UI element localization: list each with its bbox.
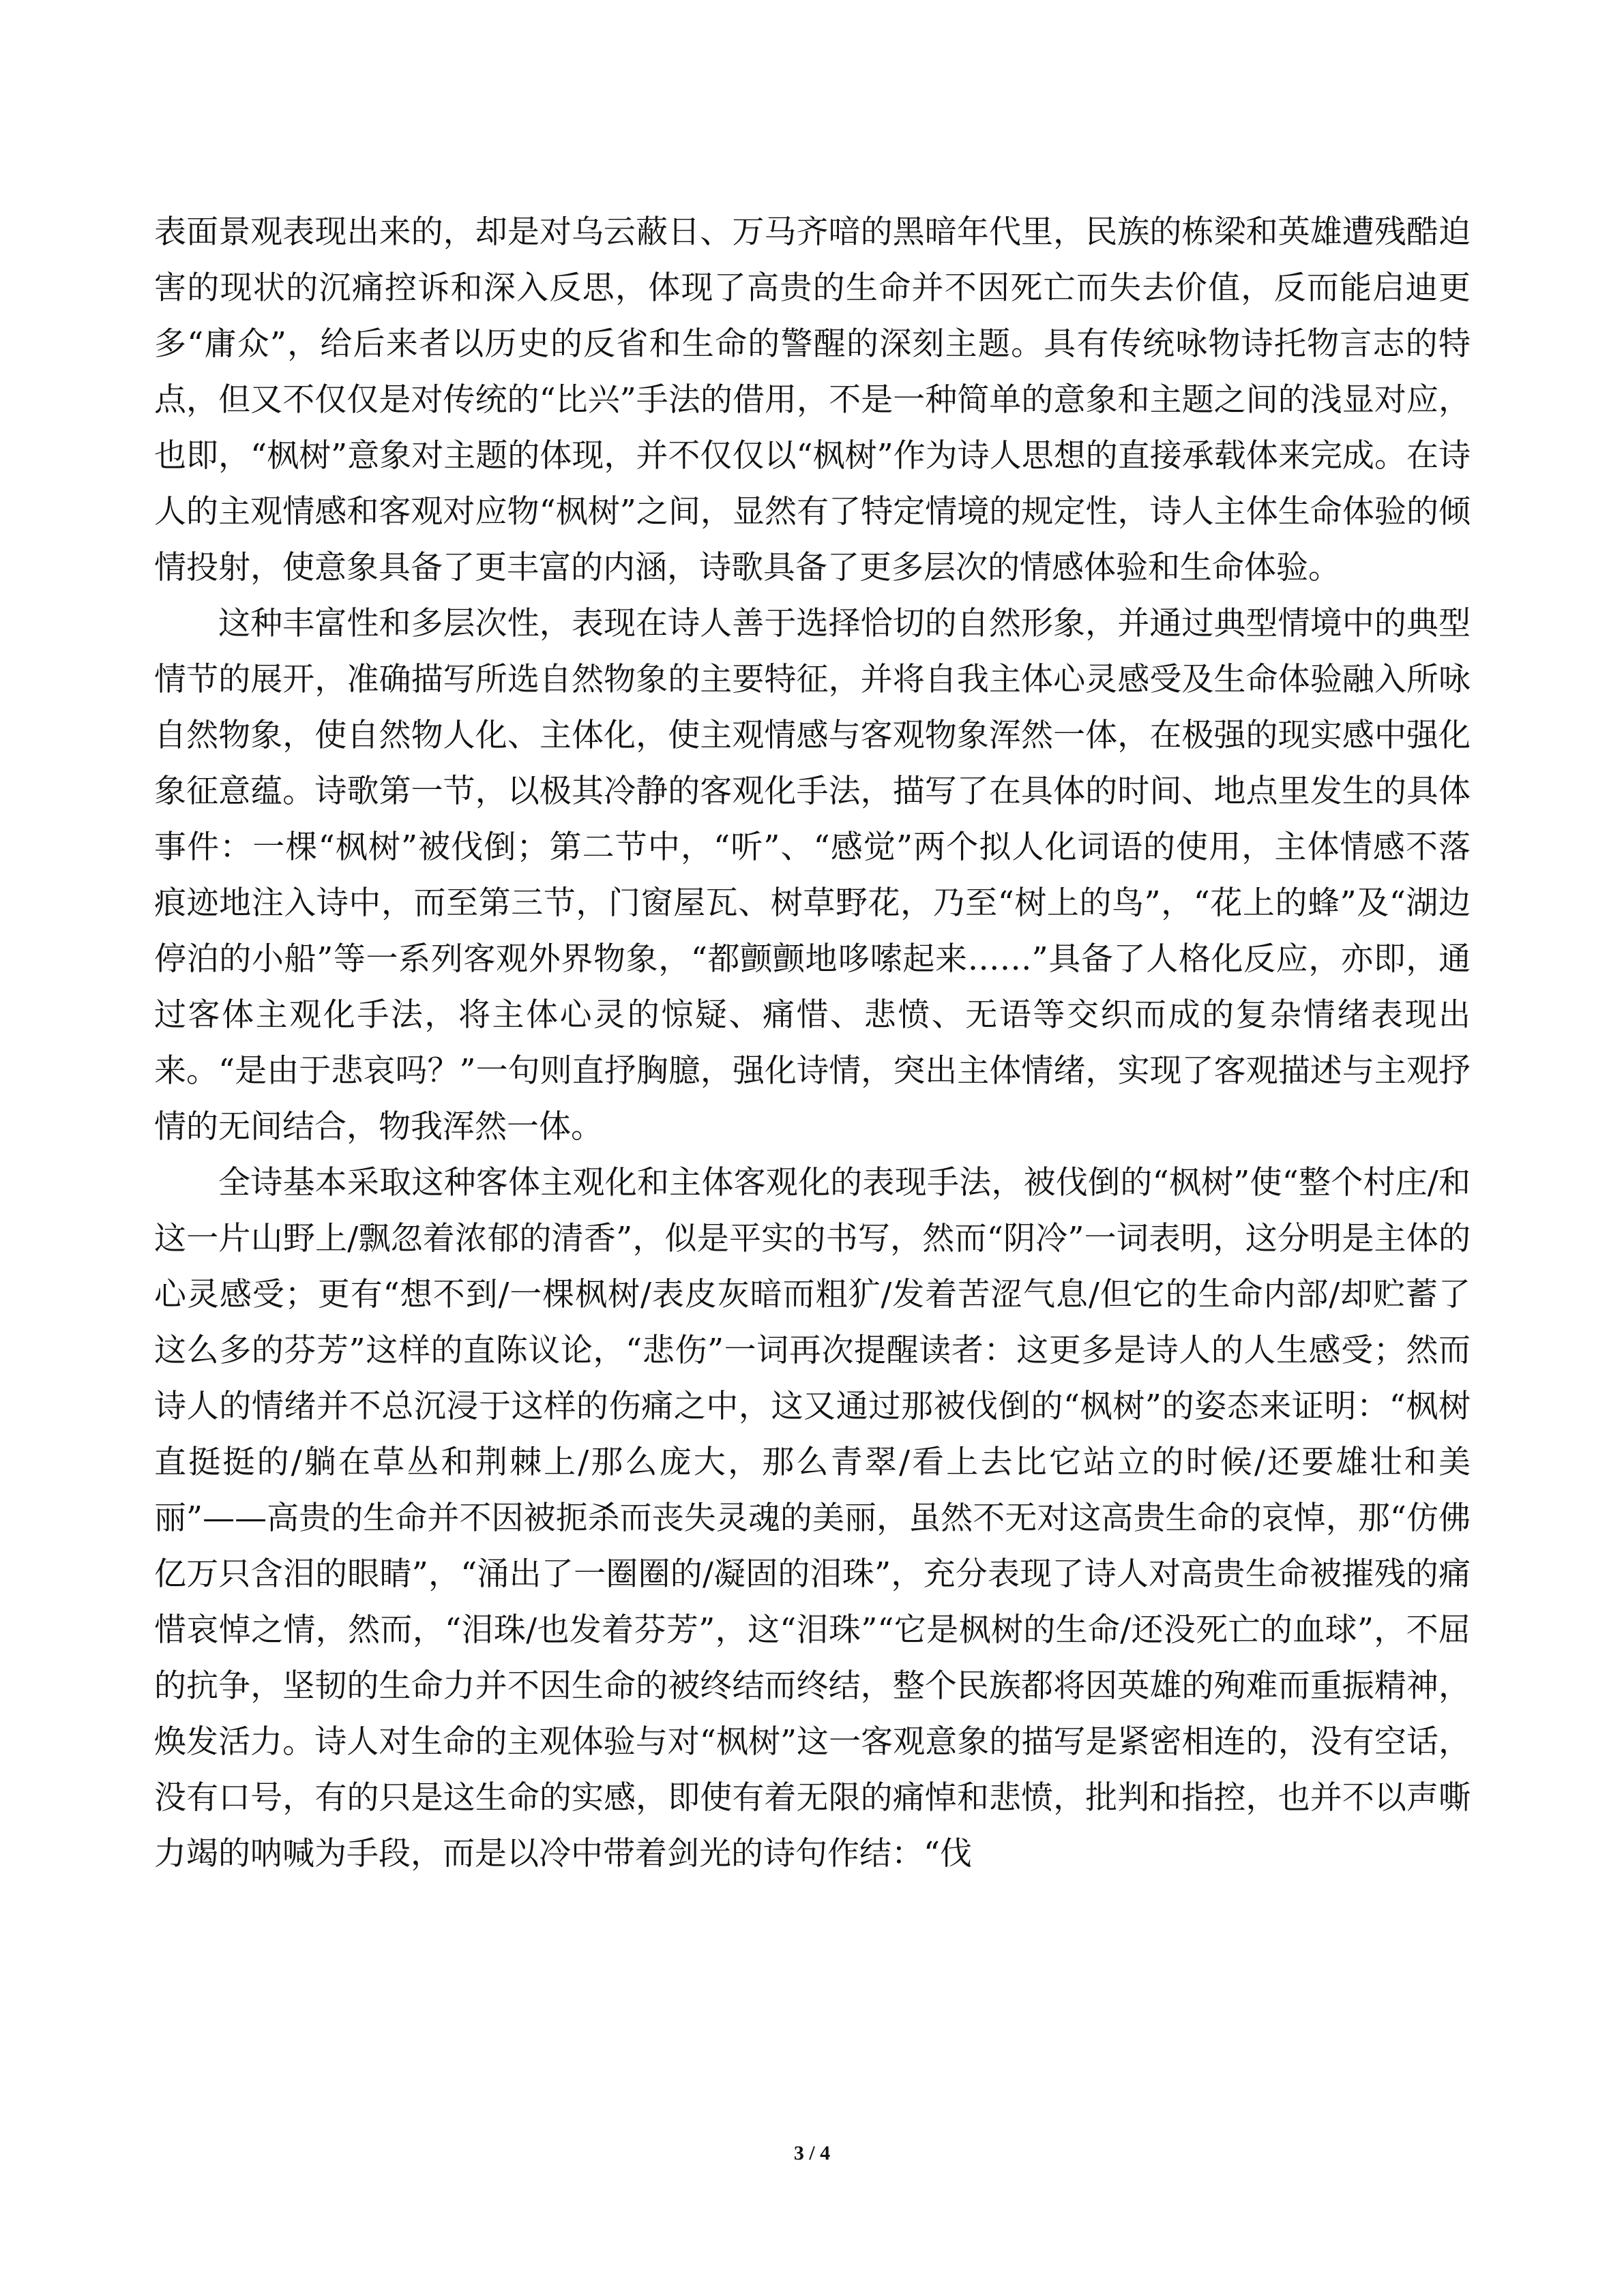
paragraph-2: 这种丰富性和多层次性，表现在诗人善于选择恰切的自然形象，并通过典型情境中的典型情节的展开，准确描写所选自然物象的主要特征，并将自我主体心灵感受及生命体验融入所咏自然物象，使自然物人化、主体化，使主观情感与客观物象浑然一体，在极强的现实感中强化象征意蕴。诗歌第一节，以极其冷静的客观化手法，描写了在具体的时间、地点里发生的具体事件：一棵“枫树”被伐倒；第二节中，“听”、“感觉”两个拟人化词语的使用，主体情感不落痕迹地注入诗中，而至第三节，门窗屋瓦、树草野花，乃至“树上的鸟”，“花上的蜂”及“湖边停泊的小船”等一系列客观外界物象，“都颤颤地哆嗦起来……”具备了人格化反应，亦即，通过客体主观化手法，将主体心灵的惊疑、痛惜、悲愤、无语等交织而成的复杂情绪表现出来。“是由于悲哀吗？”一句则直抒胸臆，强化诗情，突出主体情绪，实现了客观描述与主观抒情的无间结合，物我浑然一体。 bbox=[154, 605, 1471, 1146]
paragraph-1: 表面景观表现出来的，却是对乌云蔽日、万马齐喑的黑暗年代里，民族的栋梁和英雄遭残酷迫害的现状的沉痛控诉和深入反思，体现了高贵的生命并不因死亡而失去价值，反而能启迪更多“庸众”，给后来者以历史的反省和生命的警醒的深刻主题。具有传统咏物诗托物言志的特点，但又不仅仅是对传统的“比兴”手法的借用，不是一种简单的意象和主题之间的浅显对应，也即，“枫树”意象对主题的体现，并不仅仅以“枫树”作为诗人思想的直接承载体来完成。在诗人的主观情感和客观对应物“枫树”之间，显然有了特定情境的规定性，诗人主体生命体验的倾情投射，使意象具备了更丰富的内涵，诗歌具备了更多层次的情感体验和生命体验。 bbox=[154, 213, 1471, 586]
body-text bbox=[154, 205, 1471, 1882]
paragraph-3: 全诗基本采取这种客体主观化和主体客观化的表现手法，被伐倒的“枫树”使“整个村庄/和这一片山野上/飘忽着浓郁的清香”，似是平实的书写，然而“阴冷”一词表明，这分明是主体的心灵感受；更有“想不到/一棵枫树/表皮灰暗而粗犷/发着苦涩气息/但它的生命内部/却贮蓄了这么多的芬芳”这样的直陈议论，“悲伤”一词再次提醒读者：这更多是诗人的人生感受；然而诗人的情绪并不总沉浸于这样的伤痛之中，这又通过那被伐倒的“枫树”的姿态来证明：“枫树直挺挺的/躺在草丛和荆棘上/那么庞大，那么青翠/看上去比它站立的时候/还要雄壮和美丽”——高贵的生命并不因被扼杀而丧失灵魂的美丽，虽然不无对这高贵生命的哀悼，那“仿佛亿万只含泪的眼睛”，“涌出了一圈圈的/凝固的泪珠”，充分表现了诗人对高贵生命被摧残的痛惜哀悼之情，然而，“泪珠/也发着芬芳”，这“泪珠”“它是枫树的生命/还没死亡的血球”，不屈的抗争，坚韧的生命力并不因生命的被终结而终结，整个民族都将因英雄的殉难而重振精神，焕发活力。诗人对生命的主观体验与对“枫树”这一客观意象的描写是紧密相连的，没有空话，没有口号，有的只是这生命的实感，即使有着无限的痛悼和悲愤，批判和指控，也并不以声嘶力竭的呐喊为手段，而是以冷中带着剑光的诗句作结：“伐 bbox=[154, 1164, 1471, 1873]
page-number: 3 / 4 bbox=[793, 2142, 831, 2164]
